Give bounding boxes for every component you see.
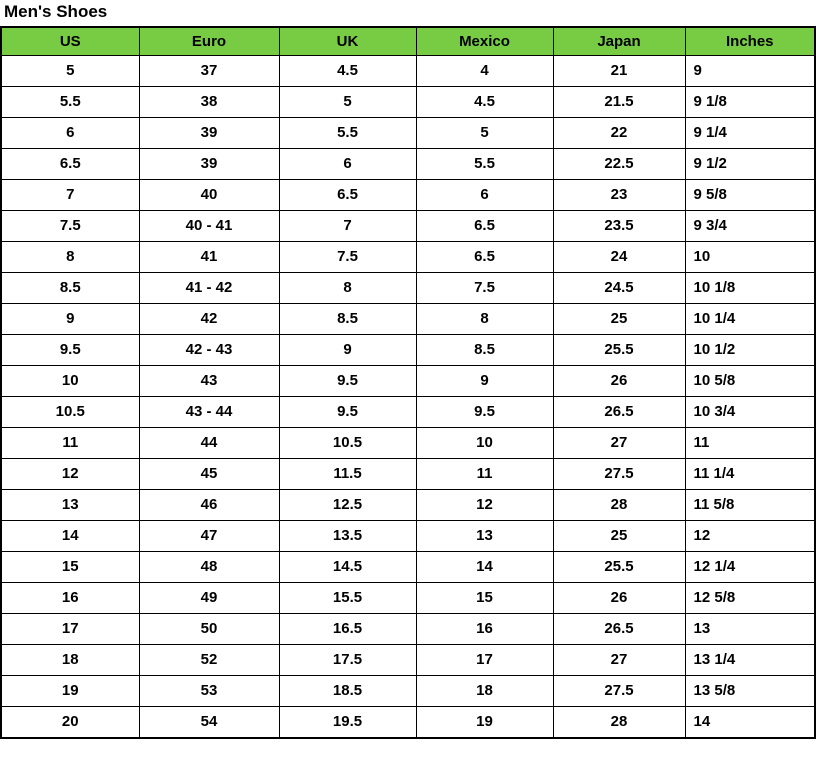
cell-mexico: 11 (416, 459, 553, 490)
cell-us: 8 (1, 242, 139, 273)
cell-mexico: 18 (416, 676, 553, 707)
cell-us: 14 (1, 521, 139, 552)
cell-uk: 17.5 (279, 645, 416, 676)
cell-japan: 26 (553, 366, 685, 397)
table-row (1, 521, 815, 552)
table-row (1, 56, 815, 87)
cell-uk: 9.5 (279, 366, 416, 397)
shoe-size-table (0, 26, 816, 739)
cell-inches: 9 1/8 (685, 87, 815, 118)
table-row (1, 366, 815, 397)
cell-inches: 13 1/4 (685, 645, 815, 676)
cell-uk: 18.5 (279, 676, 416, 707)
column-header-mexico: Mexico (416, 27, 553, 56)
cell-japan: 26.5 (553, 397, 685, 428)
table-header (1, 27, 815, 56)
cell-euro: 43 - 44 (139, 397, 279, 428)
cell-euro: 52 (139, 645, 279, 676)
cell-uk: 9 (279, 335, 416, 366)
cell-us: 5.5 (1, 87, 139, 118)
cell-uk: 4.5 (279, 56, 416, 87)
cell-inches: 10 1/2 (685, 335, 815, 366)
cell-us: 10.5 (1, 397, 139, 428)
cell-uk: 7.5 (279, 242, 416, 273)
cell-uk: 7 (279, 211, 416, 242)
cell-us: 7.5 (1, 211, 139, 242)
cell-euro: 50 (139, 614, 279, 645)
cell-uk: 6.5 (279, 180, 416, 211)
cell-inches: 9 (685, 56, 815, 87)
cell-japan: 25.5 (553, 335, 685, 366)
cell-mexico: 19 (416, 707, 553, 739)
cell-japan: 27 (553, 428, 685, 459)
cell-mexico: 8 (416, 304, 553, 335)
cell-japan: 25 (553, 304, 685, 335)
cell-japan: 23.5 (553, 211, 685, 242)
cell-us: 17 (1, 614, 139, 645)
column-header-uk: UK (279, 27, 416, 56)
cell-mexico: 4.5 (416, 87, 553, 118)
cell-mexico: 6 (416, 180, 553, 211)
table-row (1, 335, 815, 366)
cell-us: 5 (1, 56, 139, 87)
cell-euro: 49 (139, 583, 279, 614)
cell-inches: 10 5/8 (685, 366, 815, 397)
table-row (1, 552, 815, 583)
cell-us: 18 (1, 645, 139, 676)
cell-uk: 11.5 (279, 459, 416, 490)
cell-euro: 40 (139, 180, 279, 211)
cell-euro: 47 (139, 521, 279, 552)
cell-mexico: 15 (416, 583, 553, 614)
cell-uk: 8.5 (279, 304, 416, 335)
cell-euro: 40 - 41 (139, 211, 279, 242)
cell-mexico: 8.5 (416, 335, 553, 366)
cell-japan: 28 (553, 707, 685, 739)
cell-euro: 46 (139, 490, 279, 521)
cell-inches: 10 1/4 (685, 304, 815, 335)
cell-inches: 14 (685, 707, 815, 739)
table-row (1, 614, 815, 645)
table-row (1, 459, 815, 490)
cell-mexico: 14 (416, 552, 553, 583)
cell-inches: 12 1/4 (685, 552, 815, 583)
table-row (1, 149, 815, 180)
cell-euro: 43 (139, 366, 279, 397)
cell-inches: 11 (685, 428, 815, 459)
cell-us: 6.5 (1, 149, 139, 180)
cell-mexico: 12 (416, 490, 553, 521)
table-row (1, 273, 815, 304)
cell-japan: 24 (553, 242, 685, 273)
cell-euro: 39 (139, 149, 279, 180)
cell-mexico: 5.5 (416, 149, 553, 180)
cell-mexico: 10 (416, 428, 553, 459)
table-row (1, 87, 815, 118)
cell-uk: 14.5 (279, 552, 416, 583)
cell-euro: 42 - 43 (139, 335, 279, 366)
cell-euro: 48 (139, 552, 279, 583)
cell-japan: 28 (553, 490, 685, 521)
cell-japan: 27.5 (553, 459, 685, 490)
cell-uk: 5 (279, 87, 416, 118)
cell-mexico: 13 (416, 521, 553, 552)
cell-uk: 12.5 (279, 490, 416, 521)
cell-mexico: 9.5 (416, 397, 553, 428)
cell-inches: 9 3/4 (685, 211, 815, 242)
cell-euro: 54 (139, 707, 279, 739)
cell-inches: 11 1/4 (685, 459, 815, 490)
table-body (1, 56, 815, 739)
cell-us: 13 (1, 490, 139, 521)
cell-us: 7 (1, 180, 139, 211)
column-header-inches: Inches (685, 27, 815, 56)
table-row (1, 707, 815, 739)
table-header-row (1, 27, 815, 56)
cell-us: 12 (1, 459, 139, 490)
cell-inches: 10 (685, 242, 815, 273)
page-title: Men's Shoes (4, 2, 108, 21)
cell-japan: 27.5 (553, 676, 685, 707)
cell-euro: 53 (139, 676, 279, 707)
cell-mexico: 7.5 (416, 273, 553, 304)
cell-inches: 13 5/8 (685, 676, 815, 707)
cell-japan: 26.5 (553, 614, 685, 645)
cell-uk: 6 (279, 149, 416, 180)
cell-euro: 39 (139, 118, 279, 149)
cell-us: 15 (1, 552, 139, 583)
cell-mexico: 4 (416, 56, 553, 87)
cell-us: 20 (1, 707, 139, 739)
cell-us: 6 (1, 118, 139, 149)
cell-uk: 15.5 (279, 583, 416, 614)
cell-inches: 10 3/4 (685, 397, 815, 428)
cell-euro: 42 (139, 304, 279, 335)
cell-mexico: 5 (416, 118, 553, 149)
cell-japan: 21 (553, 56, 685, 87)
cell-us: 19 (1, 676, 139, 707)
cell-uk: 16.5 (279, 614, 416, 645)
cell-euro: 41 - 42 (139, 273, 279, 304)
cell-japan: 23 (553, 180, 685, 211)
table-row (1, 304, 815, 335)
cell-inches: 10 1/8 (685, 273, 815, 304)
table-row (1, 428, 815, 459)
table-row (1, 676, 815, 707)
cell-us: 10 (1, 366, 139, 397)
table-row (1, 397, 815, 428)
cell-euro: 38 (139, 87, 279, 118)
cell-japan: 26 (553, 583, 685, 614)
cell-euro: 45 (139, 459, 279, 490)
table-row (1, 118, 815, 149)
cell-us: 9 (1, 304, 139, 335)
cell-uk: 19.5 (279, 707, 416, 739)
table-row (1, 211, 815, 242)
cell-uk: 8 (279, 273, 416, 304)
cell-uk: 5.5 (279, 118, 416, 149)
table-row (1, 583, 815, 614)
cell-inches: 9 5/8 (685, 180, 815, 211)
cell-mexico: 6.5 (416, 242, 553, 273)
cell-euro: 37 (139, 56, 279, 87)
cell-euro: 41 (139, 242, 279, 273)
column-header-euro: Euro (139, 27, 279, 56)
table-row (1, 645, 815, 676)
cell-inches: 9 1/2 (685, 149, 815, 180)
cell-mexico: 6.5 (416, 211, 553, 242)
cell-japan: 22.5 (553, 149, 685, 180)
table-row (1, 180, 815, 211)
cell-inches: 12 5/8 (685, 583, 815, 614)
cell-mexico: 16 (416, 614, 553, 645)
table-row (1, 490, 815, 521)
table-row (1, 242, 815, 273)
cell-us: 8.5 (1, 273, 139, 304)
cell-japan: 24.5 (553, 273, 685, 304)
cell-us: 9.5 (1, 335, 139, 366)
cell-us: 16 (1, 583, 139, 614)
cell-uk: 13.5 (279, 521, 416, 552)
cell-inches: 13 (685, 614, 815, 645)
cell-us: 11 (1, 428, 139, 459)
column-header-japan: Japan (553, 27, 685, 56)
cell-japan: 25 (553, 521, 685, 552)
cell-uk: 9.5 (279, 397, 416, 428)
cell-euro: 44 (139, 428, 279, 459)
cell-japan: 21.5 (553, 87, 685, 118)
cell-inches: 12 (685, 521, 815, 552)
column-header-us: US (1, 27, 139, 56)
cell-japan: 25.5 (553, 552, 685, 583)
cell-mexico: 17 (416, 645, 553, 676)
cell-inches: 11 5/8 (685, 490, 815, 521)
cell-japan: 22 (553, 118, 685, 149)
cell-uk: 10.5 (279, 428, 416, 459)
cell-mexico: 9 (416, 366, 553, 397)
cell-japan: 27 (553, 645, 685, 676)
cell-inches: 9 1/4 (685, 118, 815, 149)
